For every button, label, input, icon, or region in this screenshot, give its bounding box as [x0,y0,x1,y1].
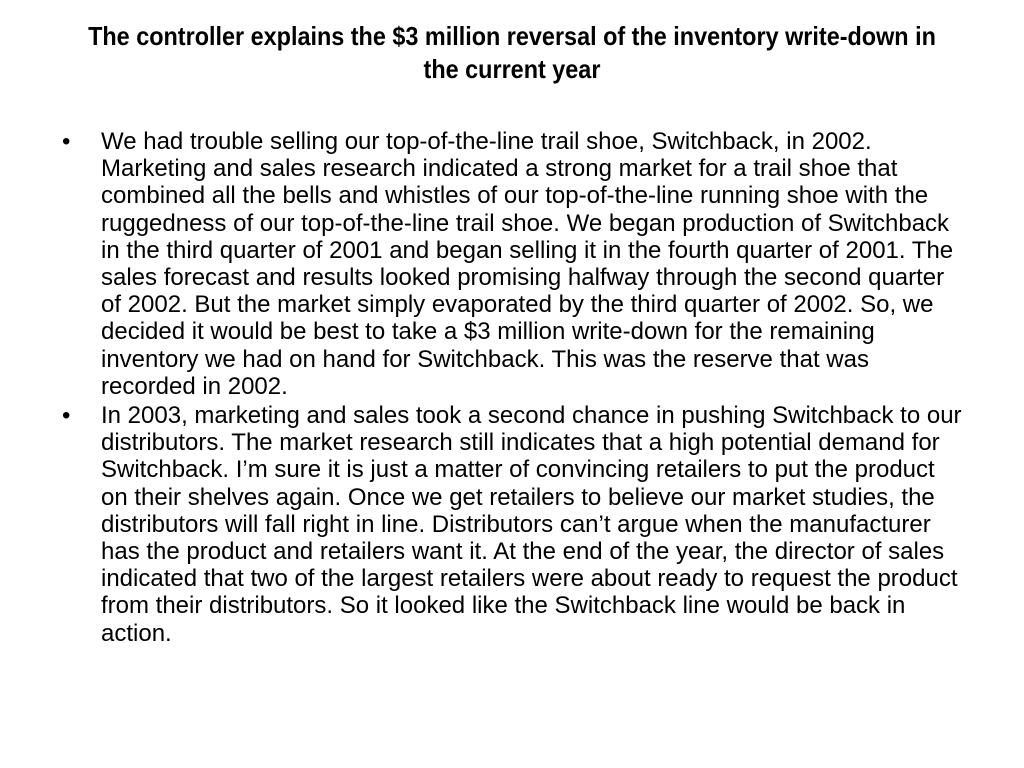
bullet-text: We had trouble selling our top-of-the-line trail shoe, Switchback, in 2002. Marketing and sales research indicated a strong market for a trail shoe that combined all the bells and whistles of our top-of-the-line running shoe with the ruggedness of our top-of-the-line trail shoe. We began production of Switchback in the third quarter of 2001 and began selling it in the fourth quarter of 2001. The sales forecast and results looked promising halfway through the second quarter of 2002. But the market simply evaporated by the third quarter of 2002. So, we decided it would be best to take a $3 million write-down for the remaining inventory we had on hand for Switchback. This was the reserve that was recorded in 2002. [101,128,954,400]
slide-title: The controller explains the $3 million reversal of the inventory write-down in the current year [88,21,936,84]
bullet-item-2 [62,402,962,647]
bullet-item-1 [62,128,962,400]
bullet-dot-icon: • [62,128,71,155]
bullet-list [62,128,962,649]
bullet-text: In 2003, marketing and sales took a second chance in pushing Switchback to our distributors. The market research still indicates that a high potential demand for Switchback. I’m sure it is just a matter of convincing retailers to put the product on their shelves again. Once we get retailers to believe our market studies, the distributors will fall right in line. Distributors can’t argue when the manufacturer has the product and retailers want it. At the end of the year, the director of sales indicated that two of the largest retailers were about ready to request the product from their distributors. So it looked like the Switchback line would be back in action. [101,402,962,647]
bullet-dot-icon: • [62,402,71,430]
